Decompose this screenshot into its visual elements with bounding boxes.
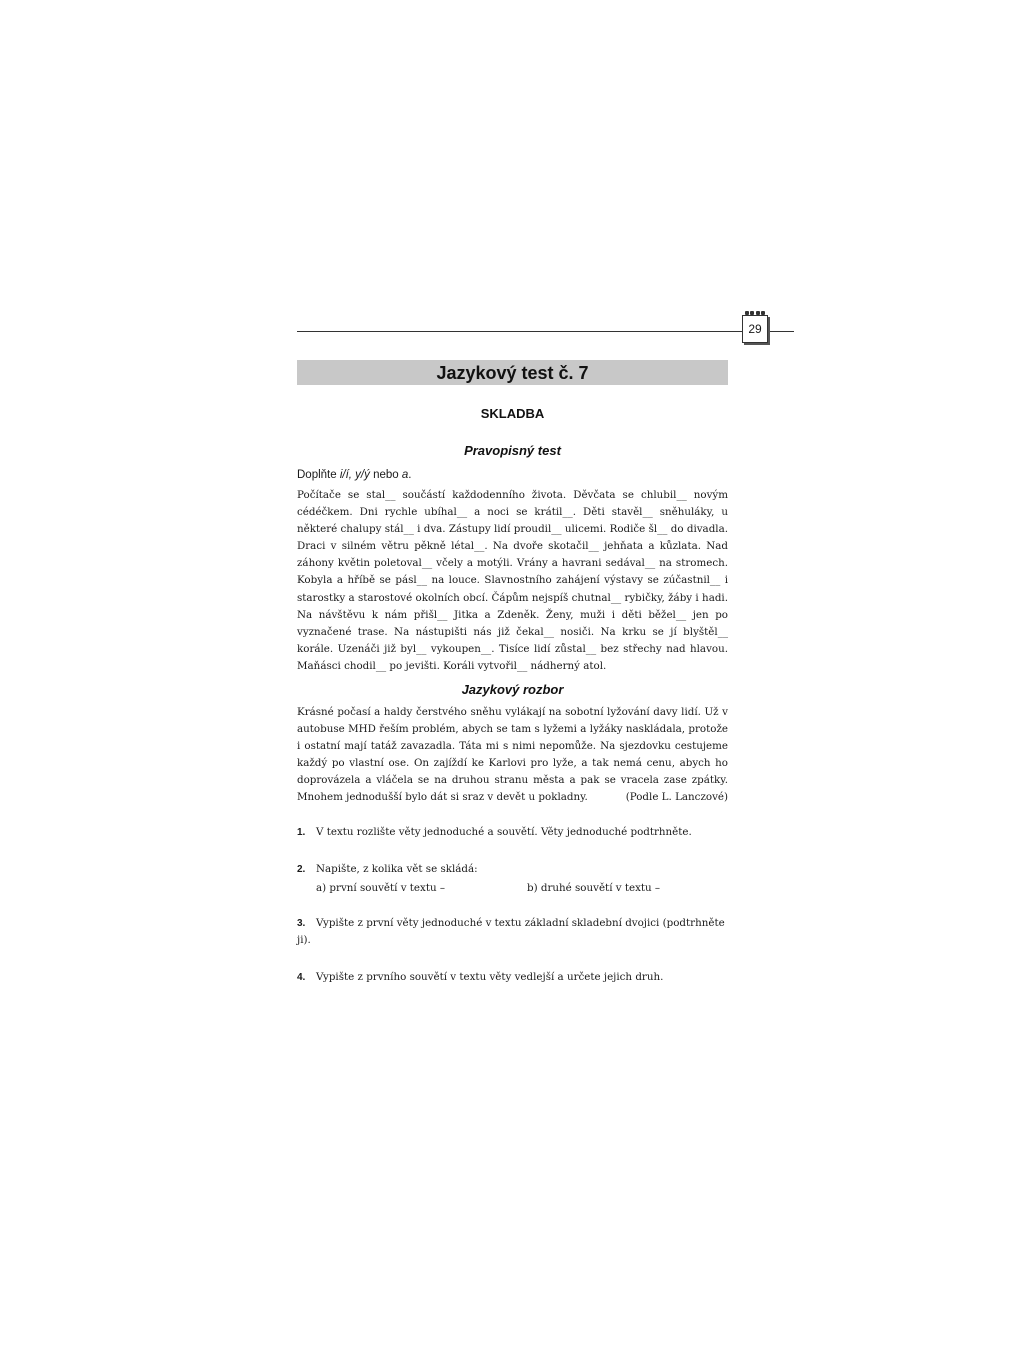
page-number-box bbox=[742, 315, 768, 343]
instruction-option-2: a bbox=[401, 469, 409, 481]
instruction bbox=[297, 469, 411, 481]
task-text: Vypište z první věty jednoduché v textu základní skladební dvojici (podtrhněte ji). bbox=[297, 917, 725, 946]
task-3 bbox=[297, 915, 728, 949]
section-heading: SKLADBA bbox=[480, 406, 545, 421]
task-number: 2. bbox=[297, 864, 306, 875]
instruction-middle: nebo bbox=[369, 469, 402, 481]
task-number: 1. bbox=[297, 827, 306, 838]
task-1 bbox=[297, 824, 728, 841]
task-number: 3. bbox=[297, 918, 306, 929]
instruction-suffix: . bbox=[408, 469, 412, 481]
instruction-prefix: Doplňte bbox=[297, 469, 340, 481]
task-2 bbox=[297, 861, 728, 878]
task-number: 4. bbox=[297, 972, 306, 983]
task-2-subitem-a: a) první souvětí v textu – bbox=[316, 882, 446, 894]
task-4 bbox=[297, 969, 728, 986]
task-text: Vypište z prvního souvětí v textu věty vedlejší a určete jejich druh. bbox=[316, 971, 664, 983]
page-title: Jazykový test č. 7 bbox=[297, 360, 728, 385]
task-text: V textu rozlište věty jednoduché a souvětí. Věty jednoduché podtrhněte. bbox=[316, 826, 692, 838]
subheading-spelling-test: Pravopisný test bbox=[464, 443, 561, 458]
notebook-rings-icon bbox=[745, 311, 765, 315]
spelling-exercise-text: Počítače se stal__ součástí každodenního života. Děvčata se chlubil__ novým cédéčkem. Dni rychle ubíhal__ a noci se krátil__. Děti stavěl__ sněhuláky, u některé chalupy stál__ i dva. Zástupy lidí proudil__ ulicemi. Rodiče šl__ do divadla. Draci v silném větru pěkně létal__. Na dvoře skotačil__ jehňata a kůzlata. Nad záhony květin poletoval__ včely a motýli. Vrány a havrani sedával__ na stromech. Kobyla a hříbě se pásl__ na louce. Slavnostního zahájení výstavy se zúčastnil__ i starostky a starostové okolních obcí. Čápům nejspíš chutnal__ rybičky, žáby i hadi. Na návštěvu k nám přišl__ Jitka a Zdeněk. Ženy, muži i děti běžel__ jen po vyznačené trase. Na nástupišti nás již čekal__ nosiči. Na krku se jí blyštěl__ korále. Uzenáči již byl__ vykoupen__. Tisíce lidí zůstal__ bez střechy nad hlavou. Maňásci chodil__ po jevišti. Koráli vytvořil__ nádherný atol. bbox=[297, 489, 728, 672]
analysis-text: Krásné počasí a haldy čerstvého sněhu vylákají na sobotní lyžování davy lidí. Už v autobuse MHD řeším problém, abych se tam s lyžemi a lyžáky naskládala, protože i ostatní mají tatáž zavazadla. Táta mi s nimi nepomůže. Na sjezdovku cestujeme každý po vlastní ose. On zajíždí ke Karlovi pro lyže, a tak nemá cenu, abych ho doprovázela a vláčela se na druhou stranu města a pak se vracela zase zpátky. Mnohem jednodušší bylo dát si sraz v devět u pokladny. bbox=[297, 706, 728, 804]
page-number: 29 bbox=[748, 322, 762, 336]
subheading-language-analysis: Jazykový rozbor bbox=[461, 682, 564, 697]
task-2-subitem-b: b) druhé souvětí v textu – bbox=[527, 882, 661, 894]
task-text: Napište, z kolika vět se skládá: bbox=[316, 863, 478, 875]
instruction-option-1: i/í, y/ý bbox=[339, 469, 370, 481]
header-rule bbox=[297, 331, 794, 332]
source-citation: (Podle L. Lanczové) bbox=[625, 791, 728, 803]
